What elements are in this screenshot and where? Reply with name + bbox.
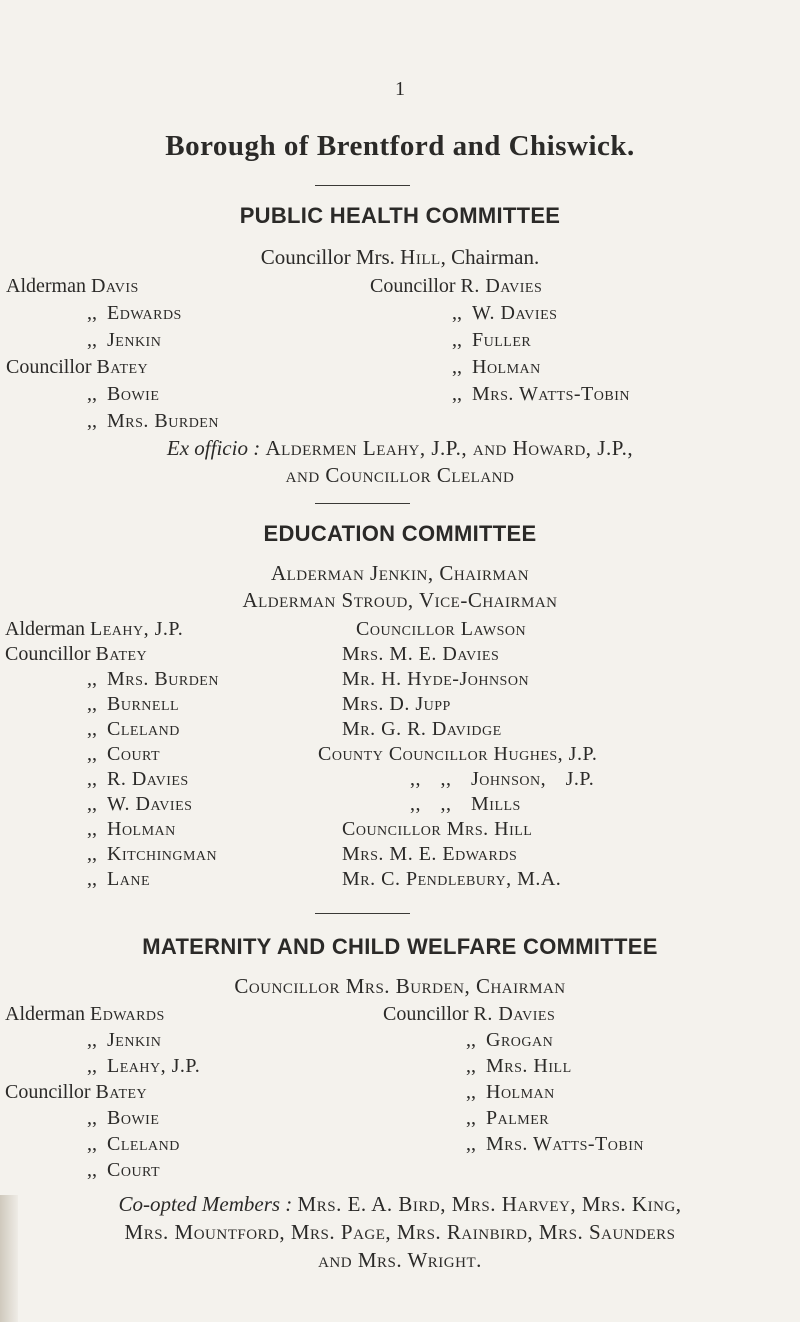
member-entry: Mr. C. Pendlebury, M.A. (342, 868, 562, 890)
member-entry: Alderman Davis (6, 275, 139, 297)
member-entry: Councillor Batey (5, 643, 148, 665)
member-entry: ,, Bowie (87, 383, 160, 405)
member-entry: Alderman Edwards (5, 1003, 165, 1025)
divider-rule (315, 503, 410, 504)
co-opted-label: Co-opted Members : (118, 1192, 293, 1216)
member-entry: ,, Burnell (87, 693, 180, 715)
member-entry: ,, Court (87, 743, 161, 765)
member-entry: ,, W. Davies (452, 302, 558, 324)
co-opted-members: Co-opted Members : Mrs. E. A. Bird, Mrs. Harvey, Mrs. King, Mrs. Mountford, Mrs. Page, Mrs. Rainbird, Mrs. Saunders and Mrs. Wright. (118, 1192, 682, 1272)
public-health-chair: Councillor Mrs. Hill, Chairman. (260, 245, 540, 269)
member-entry: ,, Holman (87, 818, 176, 840)
education-vice-chair: Alderman Stroud, Vice-Chairman (242, 588, 558, 612)
member-entry: Councillor Mrs. Hill (342, 818, 533, 840)
divider-rule (315, 913, 410, 914)
member-entry: ,, Mrs. Watts-Tobin (452, 383, 630, 405)
member-entry: ,, Fuller (452, 329, 532, 351)
member-entry: Alderman Leahy, J.P. (5, 618, 184, 640)
member-entry: ,, Palmer (466, 1107, 550, 1129)
member-entry: ,, Jenkin (87, 329, 162, 351)
member-entry: County Councillor Hughes, J.P. (318, 743, 598, 765)
member-entry: ,, Mrs. Burden (87, 410, 219, 432)
member-entry: Mrs. M. E. Edwards (342, 843, 518, 865)
member-entry: ,, Jenkin (87, 1029, 162, 1051)
member-entry: ,, W. Davies (87, 793, 193, 815)
member-entry: Mr. H. Hyde-Johnson (342, 668, 530, 690)
maternity-chair: Councillor Mrs. Burden, Chairman (234, 974, 566, 998)
borough-title: Borough of Brentford and Chiswick. (165, 130, 635, 162)
member-entry: ,, Mrs. Watts-Tobin (466, 1133, 644, 1155)
member-entry: ,, Kitchingman (87, 843, 218, 865)
member-entry: ,, Holman (452, 356, 541, 378)
education-heading: EDUCATION COMMITTEE (263, 521, 537, 546)
member-entry: ,, ,, Mills (410, 793, 521, 815)
member-entry: ,, Bowie (87, 1107, 160, 1129)
member-entry: ,, Lane (87, 868, 150, 890)
member-entry: Councillor R. Davies (383, 1003, 556, 1025)
member-entry: ,, Cleland (87, 718, 180, 740)
member-entry: Councillor Lawson (356, 618, 527, 640)
member-entry: Mrs. D. Jupp (342, 693, 451, 715)
ex-officio-label: Ex officio : (166, 436, 261, 460)
member-entry: ,, Leahy, J.P. (87, 1055, 201, 1077)
member-entry: ,, Court (87, 1159, 161, 1181)
member-entry: Councillor R. Davies (370, 275, 543, 297)
member-entry: ,, Holman (466, 1081, 555, 1103)
member-entry: ,, Grogan (466, 1029, 554, 1051)
public-health-heading: PUBLIC HEALTH COMMITTEE (239, 203, 561, 228)
member-entry: ,, Mrs. Hill (466, 1055, 572, 1077)
maternity-heading: MATERNITY AND CHILD WELFARE COMMITTEE (142, 934, 658, 959)
member-entry: ,, Edwards (87, 302, 182, 324)
member-entry: Councillor Batey (6, 356, 149, 378)
page-number: 1 (395, 78, 405, 100)
member-entry: Mrs. M. E. Davies (342, 643, 500, 665)
member-entry: ,, ,, Johnson, J.P. (410, 768, 595, 790)
ex-officio-members: Ex officio : Aldermen Leahy, J.P., and Howard, J.P., and Councillor Cleland (166, 436, 634, 487)
member-entry: ,, R. Davies (87, 768, 189, 790)
member-entry: Councillor Batey (5, 1081, 148, 1103)
member-entry: ,, Cleland (87, 1133, 180, 1155)
member-entry: Mr. G. R. Davidge (342, 718, 502, 740)
member-entry: ,, Mrs. Burden (87, 668, 219, 690)
education-chair: Alderman Jenkin, Chairman (270, 561, 530, 585)
divider-rule (315, 185, 410, 186)
page-edge-shadow (0, 1195, 18, 1322)
